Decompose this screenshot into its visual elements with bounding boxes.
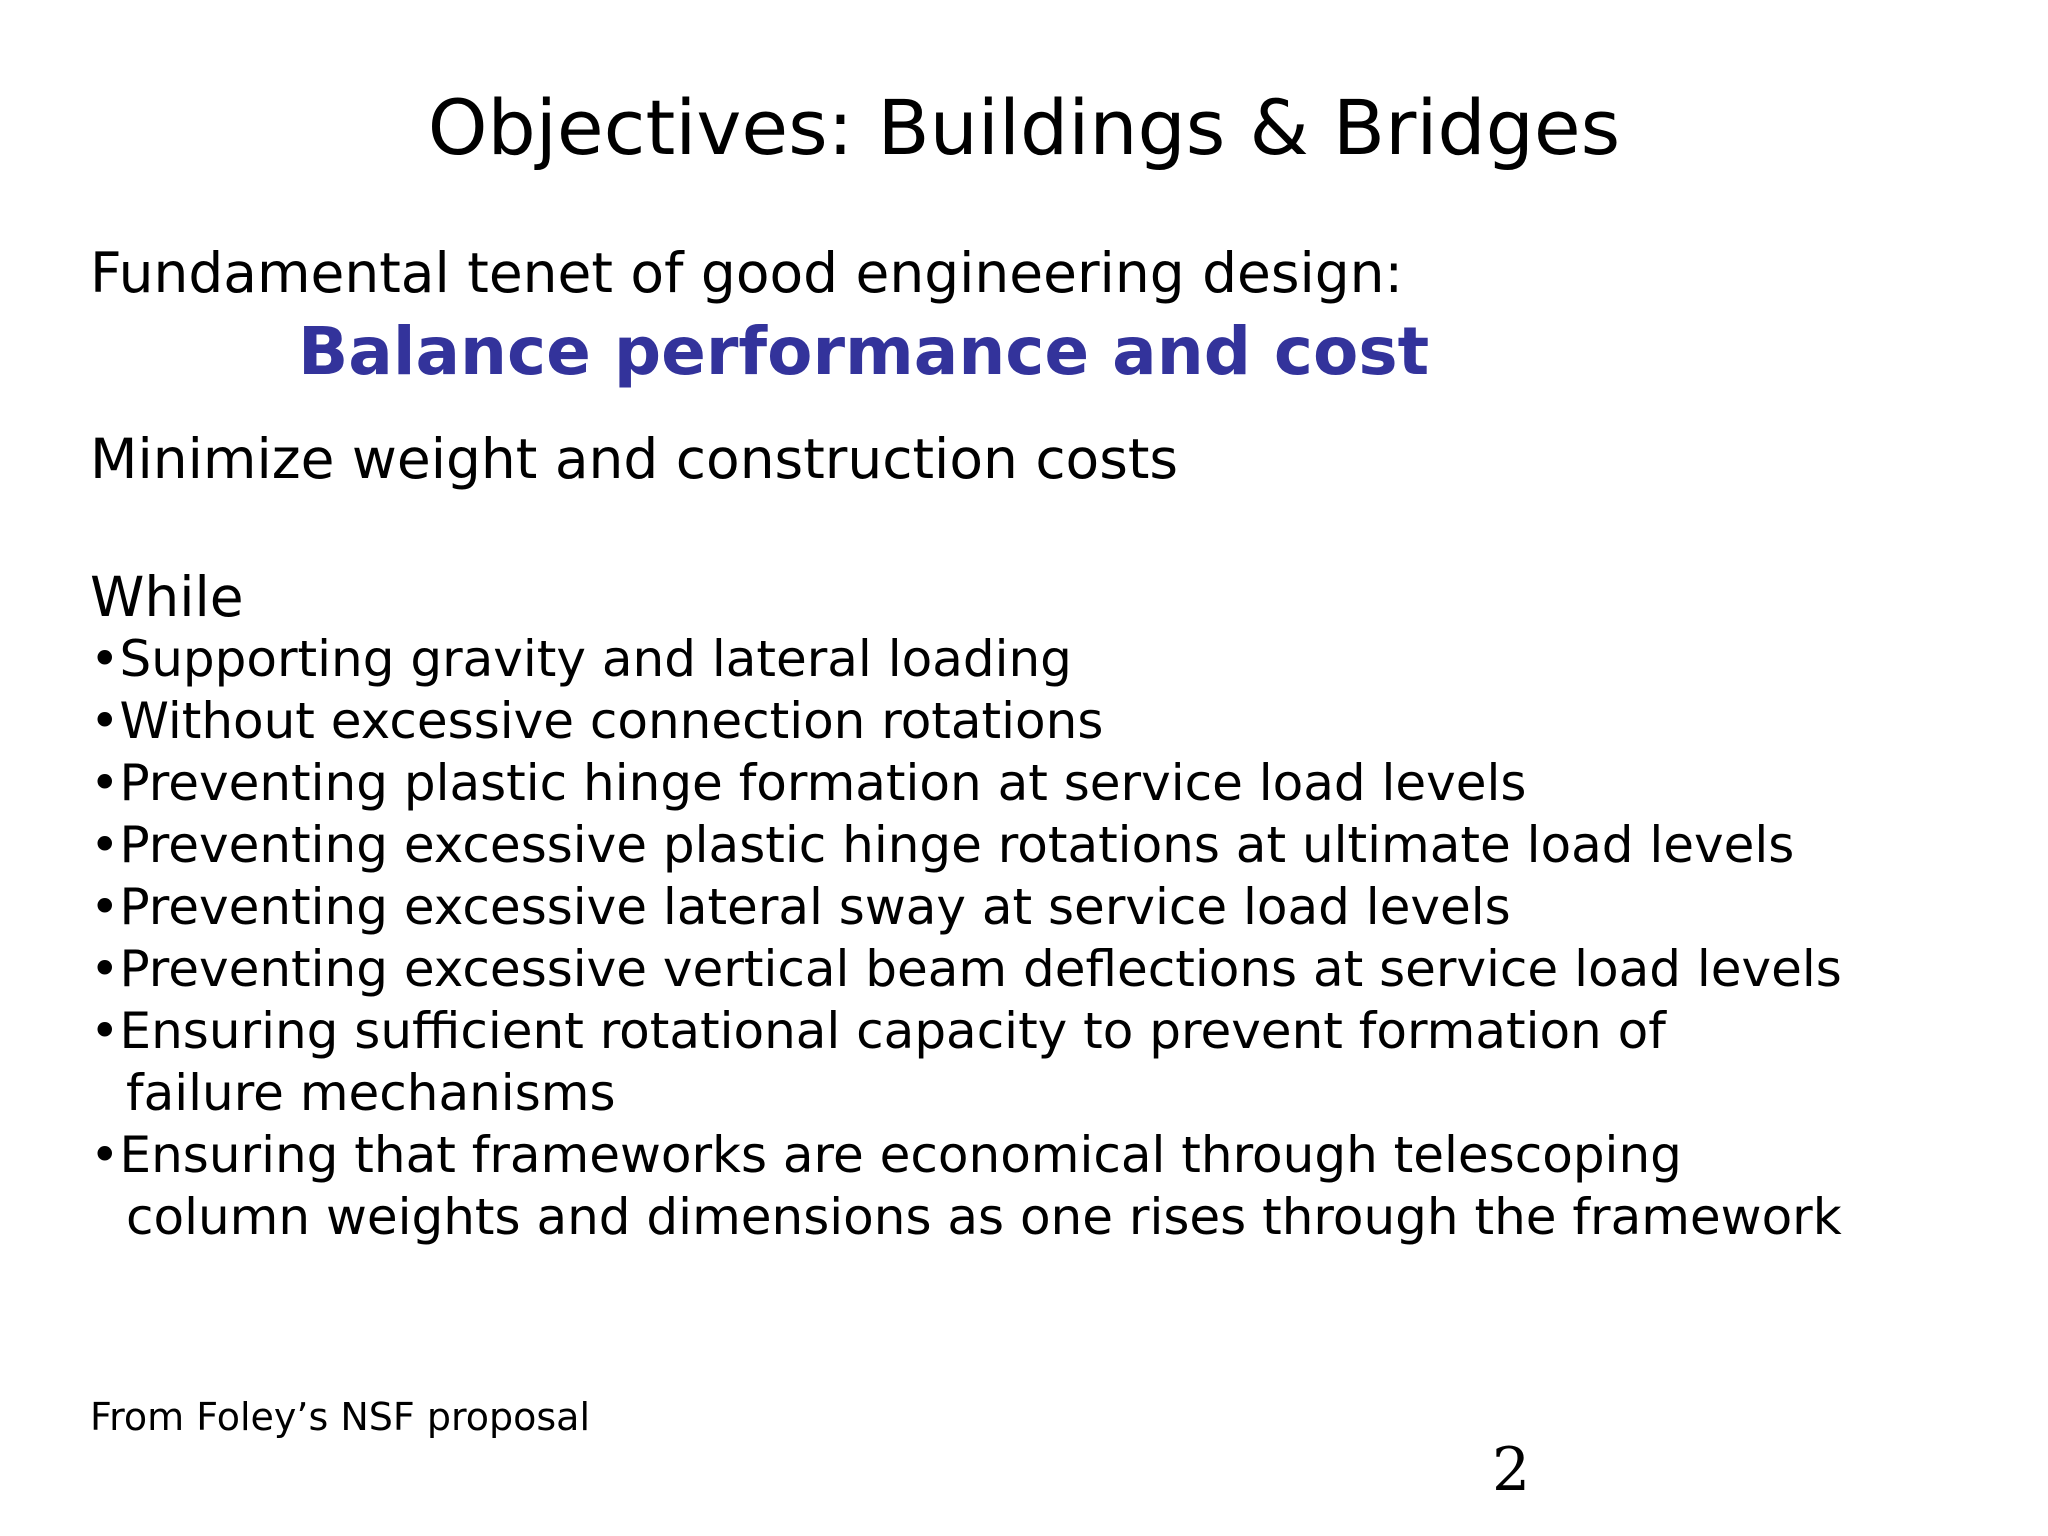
- bullet-continuation: failure mechanisms: [126, 1064, 616, 1122]
- list-item: [90, 752, 1842, 814]
- bullet-line: •Without excessive connection rotations: [90, 692, 1104, 750]
- list-item: [90, 690, 1842, 752]
- list-item: [90, 876, 1842, 938]
- while-heading: While: [90, 565, 244, 629]
- page-number: 2: [1492, 1435, 1531, 1505]
- list-item: [90, 938, 1842, 1000]
- source-footnote: From Foley’s NSF proposal: [90, 1395, 591, 1439]
- tenet-text: Fundamental tenet of good engineering design:: [90, 241, 1404, 305]
- list-item: [90, 814, 1842, 876]
- objectives-list: [90, 628, 1842, 1248]
- bullet-line: •Preventing plastic hinge formation at service load levels: [90, 754, 1527, 812]
- list-item: [90, 1000, 1842, 1124]
- bullet-line: •Preventing excessive lateral sway at service load levels: [90, 878, 1511, 936]
- slide-title: Objectives: Buildings & Bridges: [427, 83, 1621, 172]
- bullet-line: •Preventing excessive vertical beam deflections at service load levels: [90, 940, 1842, 998]
- list-item: [90, 1124, 1842, 1248]
- bullet-line: •Ensuring that frameworks are economical through telescoping: [90, 1126, 1682, 1184]
- minimize-text: Minimize weight and construction costs: [90, 427, 1179, 491]
- list-item: [90, 628, 1842, 690]
- emphasis-text: Balance performance and cost: [298, 313, 1430, 390]
- bullet-line: •Preventing excessive plastic hinge rotations at ultimate load levels: [90, 816, 1795, 874]
- bullet-line: •Supporting gravity and lateral loading: [90, 630, 1072, 688]
- bullet-line: •Ensuring sufficient rotational capacity to prevent formation of: [90, 1002, 1666, 1060]
- bullet-continuation: column weights and dimensions as one rises through the framework: [126, 1188, 1842, 1246]
